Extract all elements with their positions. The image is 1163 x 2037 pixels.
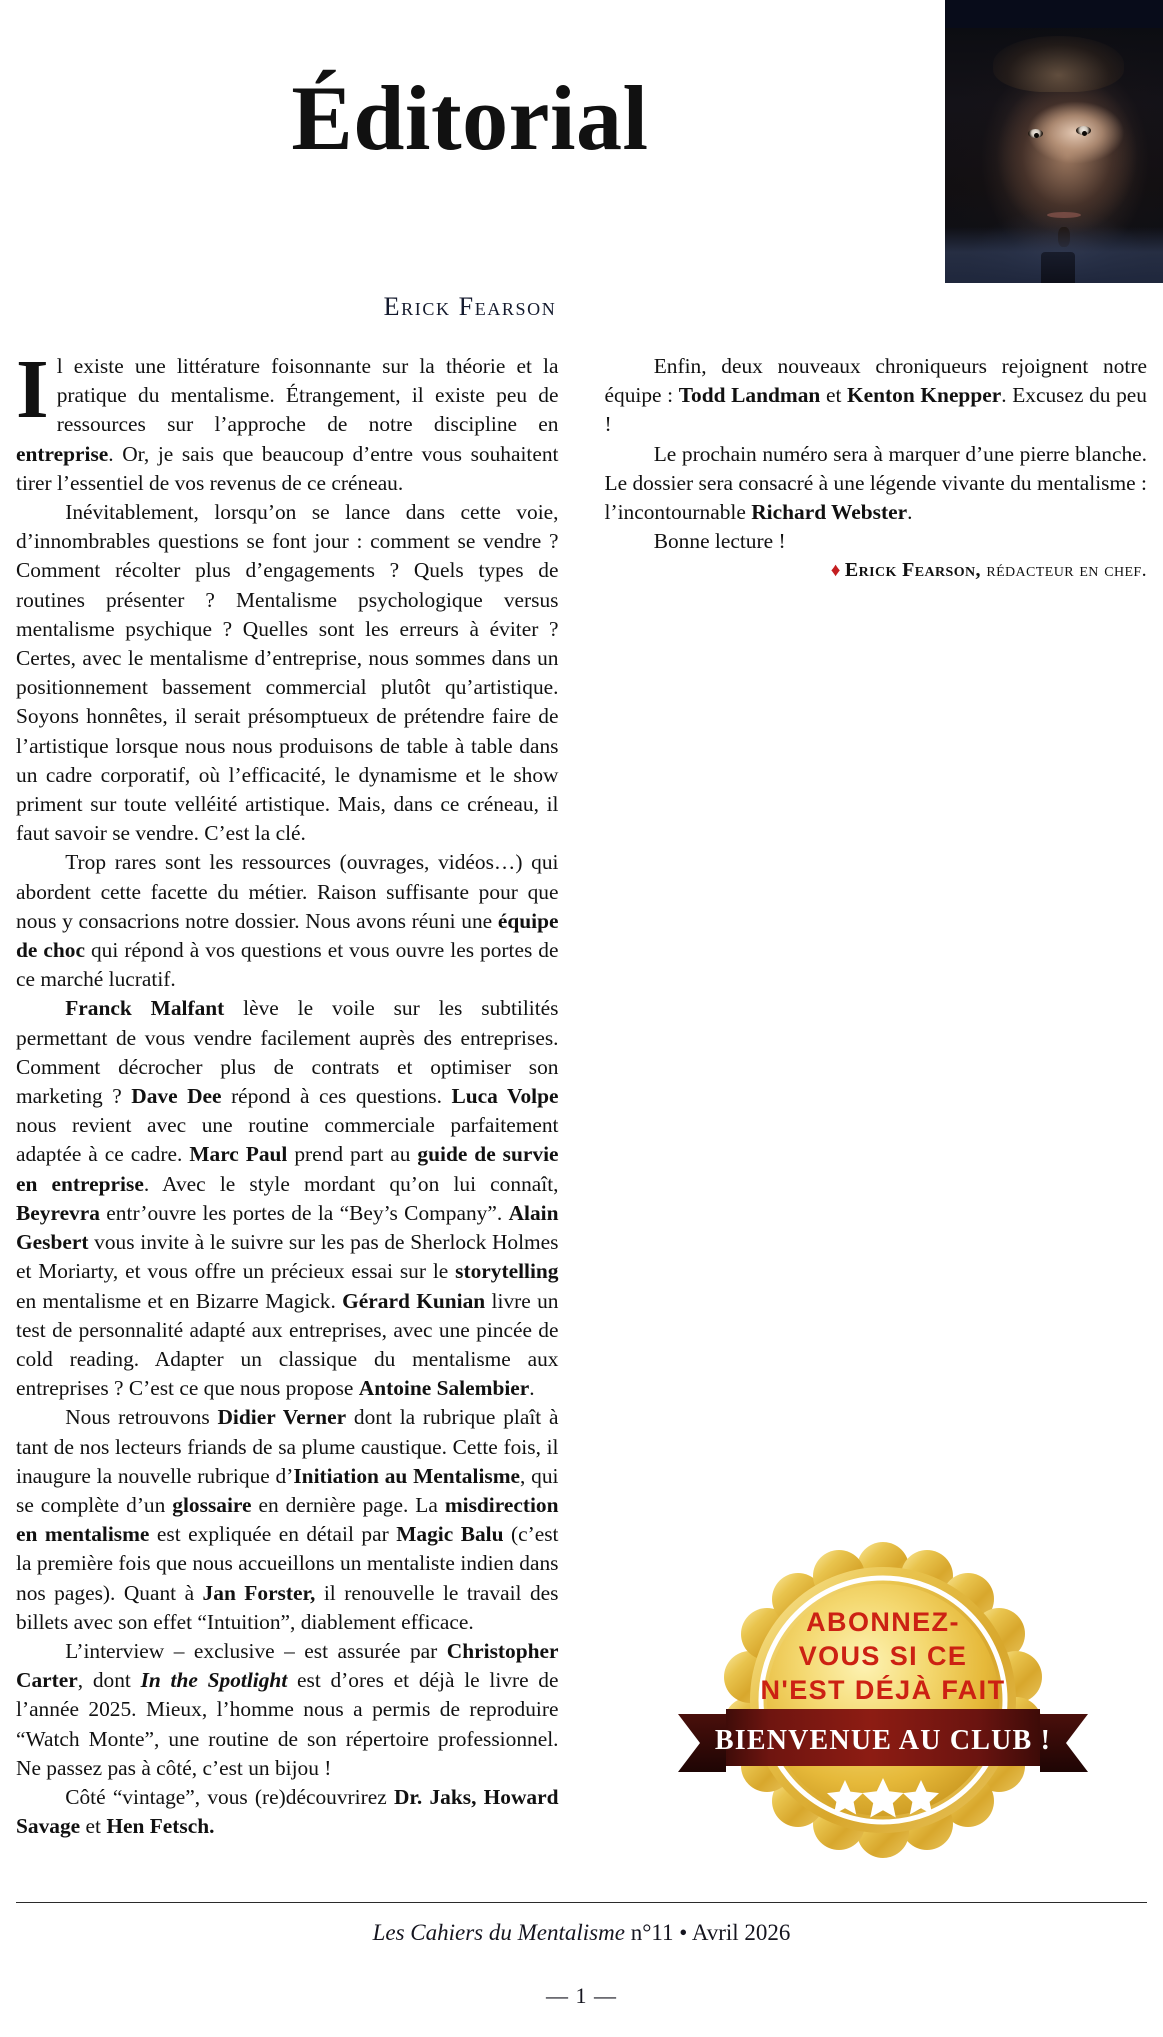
photo-mouth [1047,212,1081,218]
footer-divider [16,1902,1147,1903]
photo-hair [993,36,1124,92]
subscription-badge[interactable] [648,1528,1118,1868]
paragraph-2: Inévitablement, lorsqu’on se lance dans cette voie, d’innombrables questions se font jour : comment se vendre ? Comment récolter plus d’engagements ? Quels types de routines présenter ? Mentalisme psychologique versus mentalisme psychique ? Quelles sont les erreurs à éviter ? Certes, avec le mentalisme d’entreprise, nous sommes dans un positionnement bassement commercial plutôt qu’artistique. Soyons honnêtes, il serait présomptueux de prétendre faire de l’artistique lorsque nous nous produisons de table à table dans un cadre corporatif, où l’efficacité, le dynamisme et le show priment sur toute velléité artistique. Mais, dans ce créneau, il faut savoir se vendre. C’est la clé. [16,500,559,846]
badge-line-3: N'EST DÉJÀ FAIT [760,1675,1006,1705]
ribbon-text: BIENVENUE AU CLUB ! [714,1725,1052,1756]
masthead [0,0,1163,321]
paragraph-10: Bonne lecture ! [653,529,786,554]
paragraph-7: Côté “vintage”, vous (re)découvrirez Dr. Jaks, Howard Savage et Hen Fetsch. [16,1784,559,1839]
photo-top-band [945,0,1163,30]
paragraph-9: Le prochain numéro sera à marquer d’une pierre blanche. Le dossier sera consacré à une légende vivante du mentalisme : l’incontournable Richard Webster. [604,441,1147,525]
paragraph-1-text: l existe une littérature foisonnante sur la théorie et la pratique du mentalisme. Étrangement, il existe peu de ressources sur l’approche de notre discipline en entreprise. Or, je sais que beaucoup d’entre vous souhaitent tirer l’essentiel de vos revenus de ce créneau. [16,354,559,495]
paragraph-1 [16,343,559,498]
title-block [0,0,940,321]
footer-magazine-title: Les Cahiers du Mentalisme [372,1920,625,1945]
badge-line-2: VOUS SI CE [798,1641,968,1671]
footer-issue: n°11 • Avril 2026 [624,1920,791,1945]
author-byline: Erick Fearson [383,292,557,321]
photo-canvas [945,28,1163,283]
signature-role: rédacteur en chef. [986,559,1147,582]
page-number: — 1 — [546,1983,617,2008]
badge-line-1: ABONNEZ- [806,1607,960,1637]
author-portrait-photo [945,0,1163,283]
paragraph-3: Trop rares sont les ressources (ouvrages, vidéos…) qui abordent cette facette du métier. Raison suffisante pour que nous y consacrions notre dossier. Nous avons réuni une équipe de choc qui répond à vos questions et vous ouvre les portes de ce marché lucratif. [16,850,559,992]
signature-name: Erick Fearson, [844,559,981,582]
paragraph-8: Enfin, deux nouveaux chroniqueurs rejoignent notre équipe : Todd Landman et Kenton Knepper. Excusez du peu ! [604,354,1147,437]
paragraph-4: Franck Malfant lève le voile sur les subtilités permettant de vous vendre facilement auprès des entreprises. Comment décrocher plus de contrats et optimiser son marketing ? Dave Dee répond à ces questions. Luca Volpe nous revient avec une routine commerciale parfaitement adaptée à ce cadre. Marc Paul prend part au guide de survie en entreprise. Avec le style mordant qu’on lui connaît, Beyrevra entr’ouvre les portes de la “Bey’s Company”. Alain Gesbert vous invite à le suivre sur les pas de Sherlock Holmes et Moriarty, et vous offre un précieux essai sur le storytelling en mentalisme et en Bizarre Magick. Gérard Kunian livre un test de personnalité adapté aux entreprises, avec une pincée de cold reading. Adapter un classique du mentalisme aux entreprises ? C’est ce que nous propose Antoine Salembier. [16,996,559,1401]
photo-tie [1041,252,1075,283]
paragraph-5: Nous retrouvons Didier Verner dont la rubrique plaît à tant de nos lecteurs friands de sa plume caustique. Cette fois, il inaugure la nouvelle rubrique d’Initiation au Mentalisme, qui se complète d’un glossaire en dernière page. La misdirection en mentalisme est expliquée en détail par Magic Balu (c’est la première fois que nous accueillons un mentaliste indien dans nos pages). Quant à Jan Forster, il renouvelle le travail des billets avec son effet “Intuition”, diablement efficace. [16,1405,559,1634]
diamond-icon: ♦ [830,560,841,582]
paragraph-6: L’interview – exclusive – est assurée par Christopher Carter, dont In the Spotlight est d’ores et déjà le livre de l’année 2025. Mieux, l’homme nous a permis de reproduire “Watch Monte”, une routine de son répertoire professionnel. Ne passez pas à côté, c’est un bijou ! [16,1638,559,1780]
drop-cap: I [16,343,49,436]
footer-magazine-line [0,1920,1163,1946]
badge-graphic [648,1528,1118,1868]
editor-signature [605,556,1148,585]
photo-pupil-right [1082,131,1087,136]
page-title: Éditorial [291,67,649,169]
